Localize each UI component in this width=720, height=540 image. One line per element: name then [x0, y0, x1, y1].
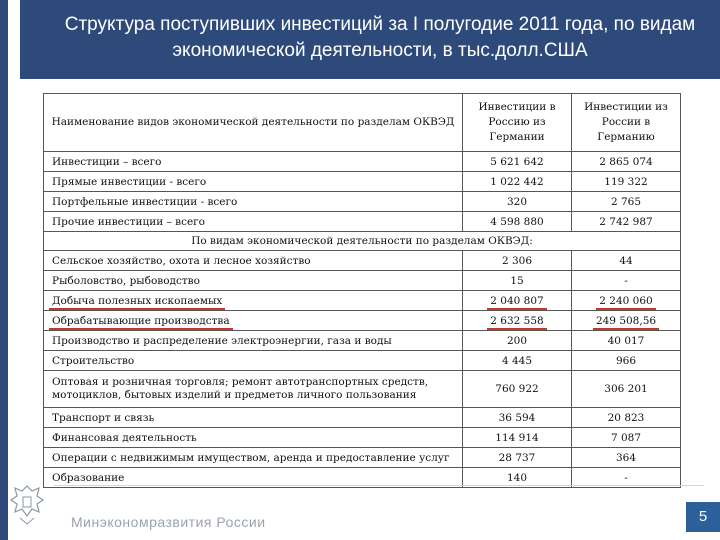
table-row — [44, 408, 681, 428]
row-from-russia: 2 765 — [572, 192, 681, 212]
row-to-russia: 1 022 442 — [463, 172, 572, 192]
table-row — [44, 152, 681, 172]
row-to-russia: 15 — [463, 271, 572, 291]
row-name: Транспорт и связь — [44, 408, 463, 428]
row-from-russia — [572, 291, 681, 311]
highlight-underline: 2 240 060 — [599, 294, 653, 307]
row-to-russia: 140 — [463, 468, 572, 488]
row-from-russia: 7 087 — [572, 428, 681, 448]
row-name: Финансовая деятельность — [44, 428, 463, 448]
section-title: По видам экономической деятельности по разделам ОКВЭД: — [44, 232, 681, 251]
row-name: Производство и распределение электроэнергии, газа и воды — [44, 331, 463, 351]
organization-name: Минэкономразвития России — [71, 514, 266, 530]
table-row — [44, 331, 681, 351]
row-to-russia: 4 445 — [463, 351, 572, 371]
table-header-row — [44, 94, 681, 152]
table-row — [44, 212, 681, 232]
header-activity: Наименование видов экономической деятельности по разделам ОКВЭД — [44, 94, 463, 152]
page-number: 5 — [686, 502, 720, 532]
row-from-russia: - — [572, 468, 681, 488]
row-from-russia: 44 — [572, 251, 681, 271]
row-to-russia: 760 922 — [463, 371, 572, 408]
row-from-russia: 20 823 — [572, 408, 681, 428]
table-row — [44, 311, 681, 331]
highlight-underline: Обрабатывающие производства — [52, 314, 230, 327]
row-to-russia: 200 — [463, 331, 572, 351]
header-to-russia: Инвестиции в Россию из Германии — [463, 94, 572, 152]
table-row — [44, 448, 681, 468]
table-row — [44, 351, 681, 371]
row-name: Образование — [44, 468, 463, 488]
row-from-russia: 40 017 — [572, 331, 681, 351]
row-from-russia — [572, 311, 681, 331]
row-to-russia: 28 737 — [463, 448, 572, 468]
highlight-underline: 249 508,56 — [595, 314, 657, 327]
row-from-russia: 364 — [572, 448, 681, 468]
row-to-russia: 4 598 880 — [463, 212, 572, 232]
header-from-russia: Инвестиции из России в Германию — [572, 94, 681, 152]
row-from-russia: 2 865 074 — [572, 152, 681, 172]
row-name: Прочие инвестиции – всего — [44, 212, 463, 232]
table-row — [44, 291, 681, 311]
page-title: Структура поступивших инвестиций за I полугодие 2011 года, по видам экономической деятельности, в тыс.долл.США — [64, 14, 696, 61]
row-to-russia — [463, 291, 572, 311]
highlight-underline: Добыча полезных ископаемых — [52, 294, 223, 307]
footer-divider — [54, 485, 704, 486]
row-to-russia: 5 621 642 — [463, 152, 572, 172]
row-from-russia: 2 742 987 — [572, 212, 681, 232]
table-row — [44, 428, 681, 448]
left-accent-strip — [0, 0, 8, 540]
title-banner — [20, 0, 720, 79]
row-name: Инвестиции – всего — [44, 152, 463, 172]
row-to-russia: 320 — [463, 192, 572, 212]
row-name: Прямые инвестиции - всего — [44, 172, 463, 192]
row-name: Операции с недвижимым имуществом, аренда и предоставление услуг — [44, 448, 463, 468]
row-to-russia — [463, 311, 572, 331]
highlight-underline: 2 040 807 — [490, 294, 544, 307]
table-row — [44, 172, 681, 192]
table-row — [44, 251, 681, 271]
table-row — [44, 192, 681, 212]
section-row — [44, 232, 681, 251]
coat-of-arms-icon — [8, 482, 46, 528]
row-to-russia: 2 306 — [463, 251, 572, 271]
row-from-russia: 966 — [572, 351, 681, 371]
table-row — [44, 371, 681, 408]
row-name: Строительство — [44, 351, 463, 371]
row-name: Портфельные инвестиции - всего — [44, 192, 463, 212]
row-to-russia: 114 914 — [463, 428, 572, 448]
row-name — [44, 311, 463, 331]
investment-table — [43, 93, 681, 488]
row-name: Рыболовство, рыбоводство — [44, 271, 463, 291]
row-from-russia: 306 201 — [572, 371, 681, 408]
table-row — [44, 271, 681, 291]
row-to-russia: 36 594 — [463, 408, 572, 428]
row-from-russia: 119 322 — [572, 172, 681, 192]
row-name: Сельское хозяйство, охота и лесное хозяйство — [44, 251, 463, 271]
row-name — [44, 291, 463, 311]
row-from-russia: - — [572, 271, 681, 291]
highlight-underline: 2 632 558 — [490, 314, 544, 327]
row-name: Оптовая и розничная торговля; ремонт автотранспортных средств, мотоциклов, бытовых изделий и предметов личного пользования — [44, 371, 463, 408]
